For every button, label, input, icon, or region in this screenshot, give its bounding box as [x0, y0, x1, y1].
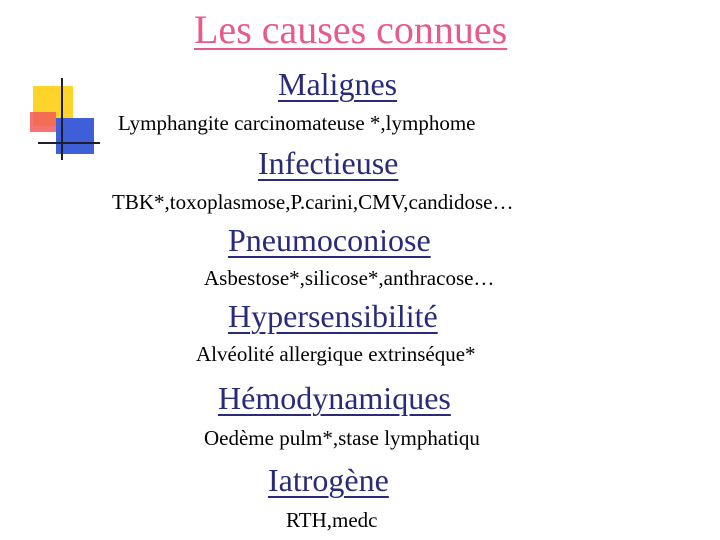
detail-hypersensibilite: Alvéolité allergique extrinséque*	[196, 342, 476, 366]
detail-iatrogene: RTH,medc	[286, 508, 378, 532]
detail-malignes: Lymphangite carcinomateuse *,lymphome	[118, 111, 476, 135]
detail-hemodynamiques: Oedème pulm*,stase lymphatiqu	[204, 426, 480, 450]
slide-title: Les causes connues	[194, 7, 508, 52]
heading-malignes: Malignes	[278, 66, 398, 102]
detail-pneumoconiose: Asbestose*,silicose*,anthracose…	[204, 266, 495, 290]
heading-iatrogene: Iatrogène	[268, 462, 389, 498]
heading-infectieuse: Infectieuse	[258, 145, 399, 181]
heading-pneumoconiose: Pneumoconiose	[228, 222, 431, 258]
logo-red-square	[30, 112, 56, 132]
logo-horizontal-line	[38, 142, 100, 144]
heading-hypersensibilite: Hypersensibilité	[228, 298, 438, 334]
logo-vertical-line	[61, 78, 63, 160]
heading-hemodynamiques: Hémodynamiques	[218, 380, 451, 416]
detail-infectieuse: TBK*,toxoplasmose,P.carini,CMV,candidose…	[112, 190, 514, 214]
slide-logo-decoration	[30, 78, 100, 160]
